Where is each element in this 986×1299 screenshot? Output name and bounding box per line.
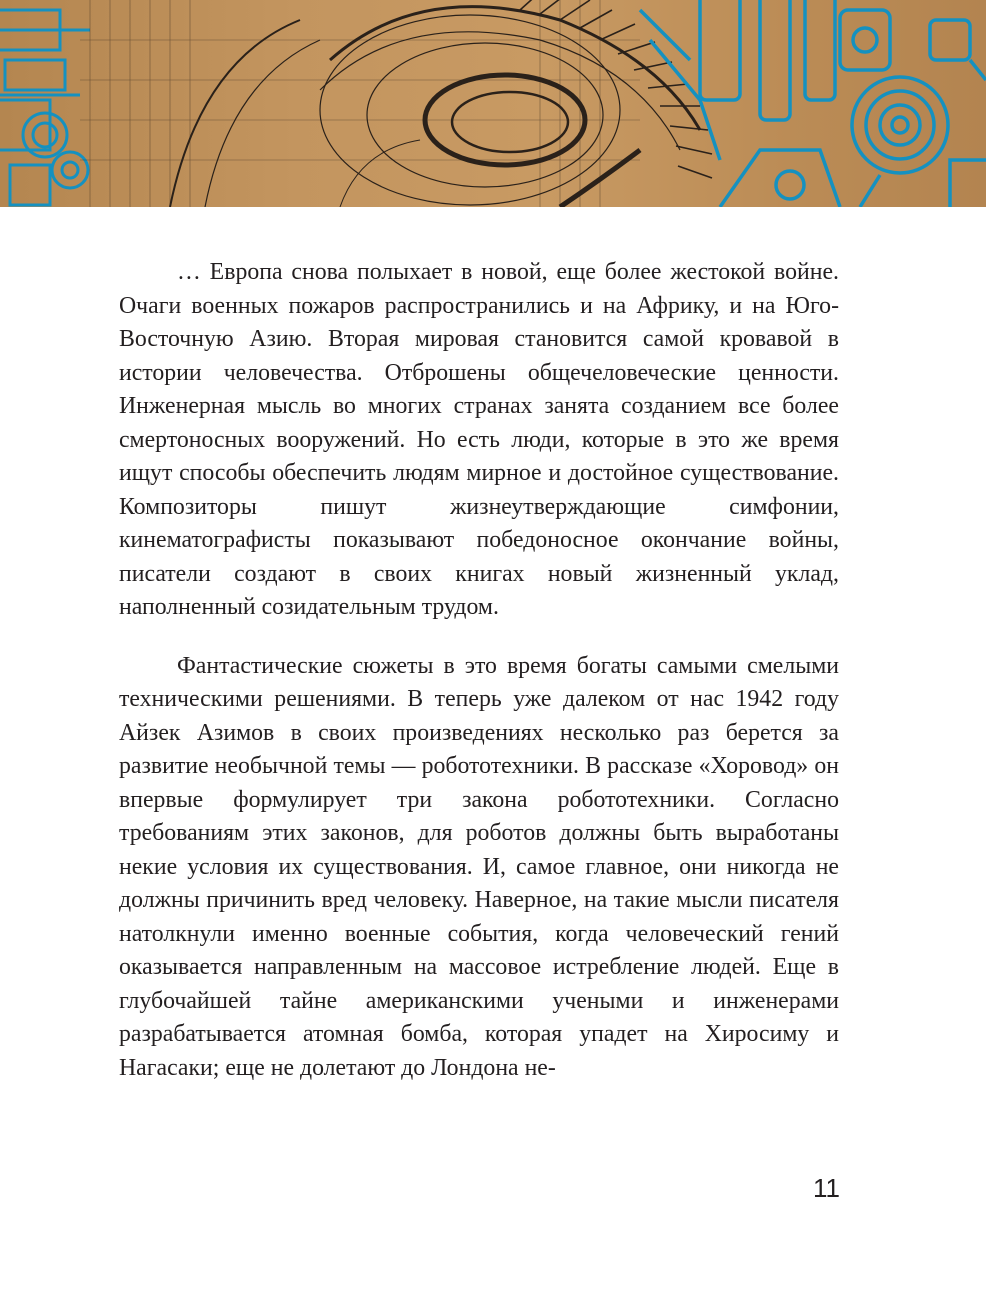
body-text xyxy=(119,256,839,1085)
header-blueprint-illustration xyxy=(0,0,986,207)
paragraph: … Европа снова полыхает в новой, еще более жестокой войне. Очаги военных пожаров распространились и на Африку, и на Юго-Восточную Азию. Вторая мировая становится самой кровавой в истории человечества. Отброшены общечеловеческие ценности. Инженерная мысль во многих странах занята созданием все более смертоносных вооружений. Но есть люди, которые в это же время ищут способы обеспечить людям мирное и достойное существование. Композиторы пишут жизнеутверждающие симфонии, кинематографисты показывают победоносное окончание войны, писатели создают в своих книгах новый жизненный уклад, наполненный созидательным трудом. xyxy=(119,259,839,620)
paragraph: Фантастические сюжеты в это время богаты самыми смелыми техническими решениями. В теперь уже далеком от нас 1942 году Айзек Азимов в своих произведениях несколько раз берется за развитие необычной темы — робототехники. В рассказе «Хоровод» он впервые формулирует три закона робототехники. Согласно требованиям этих законов, для роботов должны быть выработаны некие условия их существования. И, самое главное, они никогда не должны причинить вред человеку. Наверное, на такие мысли писателя натолкнули именно военные события, когда человеческий гений оказывается направленным на массовое истребление людей. Еще в глубочайшей тайне американскими учеными и инженерами разрабатывается атомная бомба, которая упадет на Хиросиму и Нагасаки; еще не долетают до Лондона не- xyxy=(119,652,839,1081)
page-number: 11 xyxy=(813,1173,840,1203)
blueprint-artwork xyxy=(0,0,986,207)
wireframe-turbine xyxy=(170,7,700,207)
left-gear-drawing xyxy=(0,10,90,205)
right-robot-drawing xyxy=(640,0,986,207)
